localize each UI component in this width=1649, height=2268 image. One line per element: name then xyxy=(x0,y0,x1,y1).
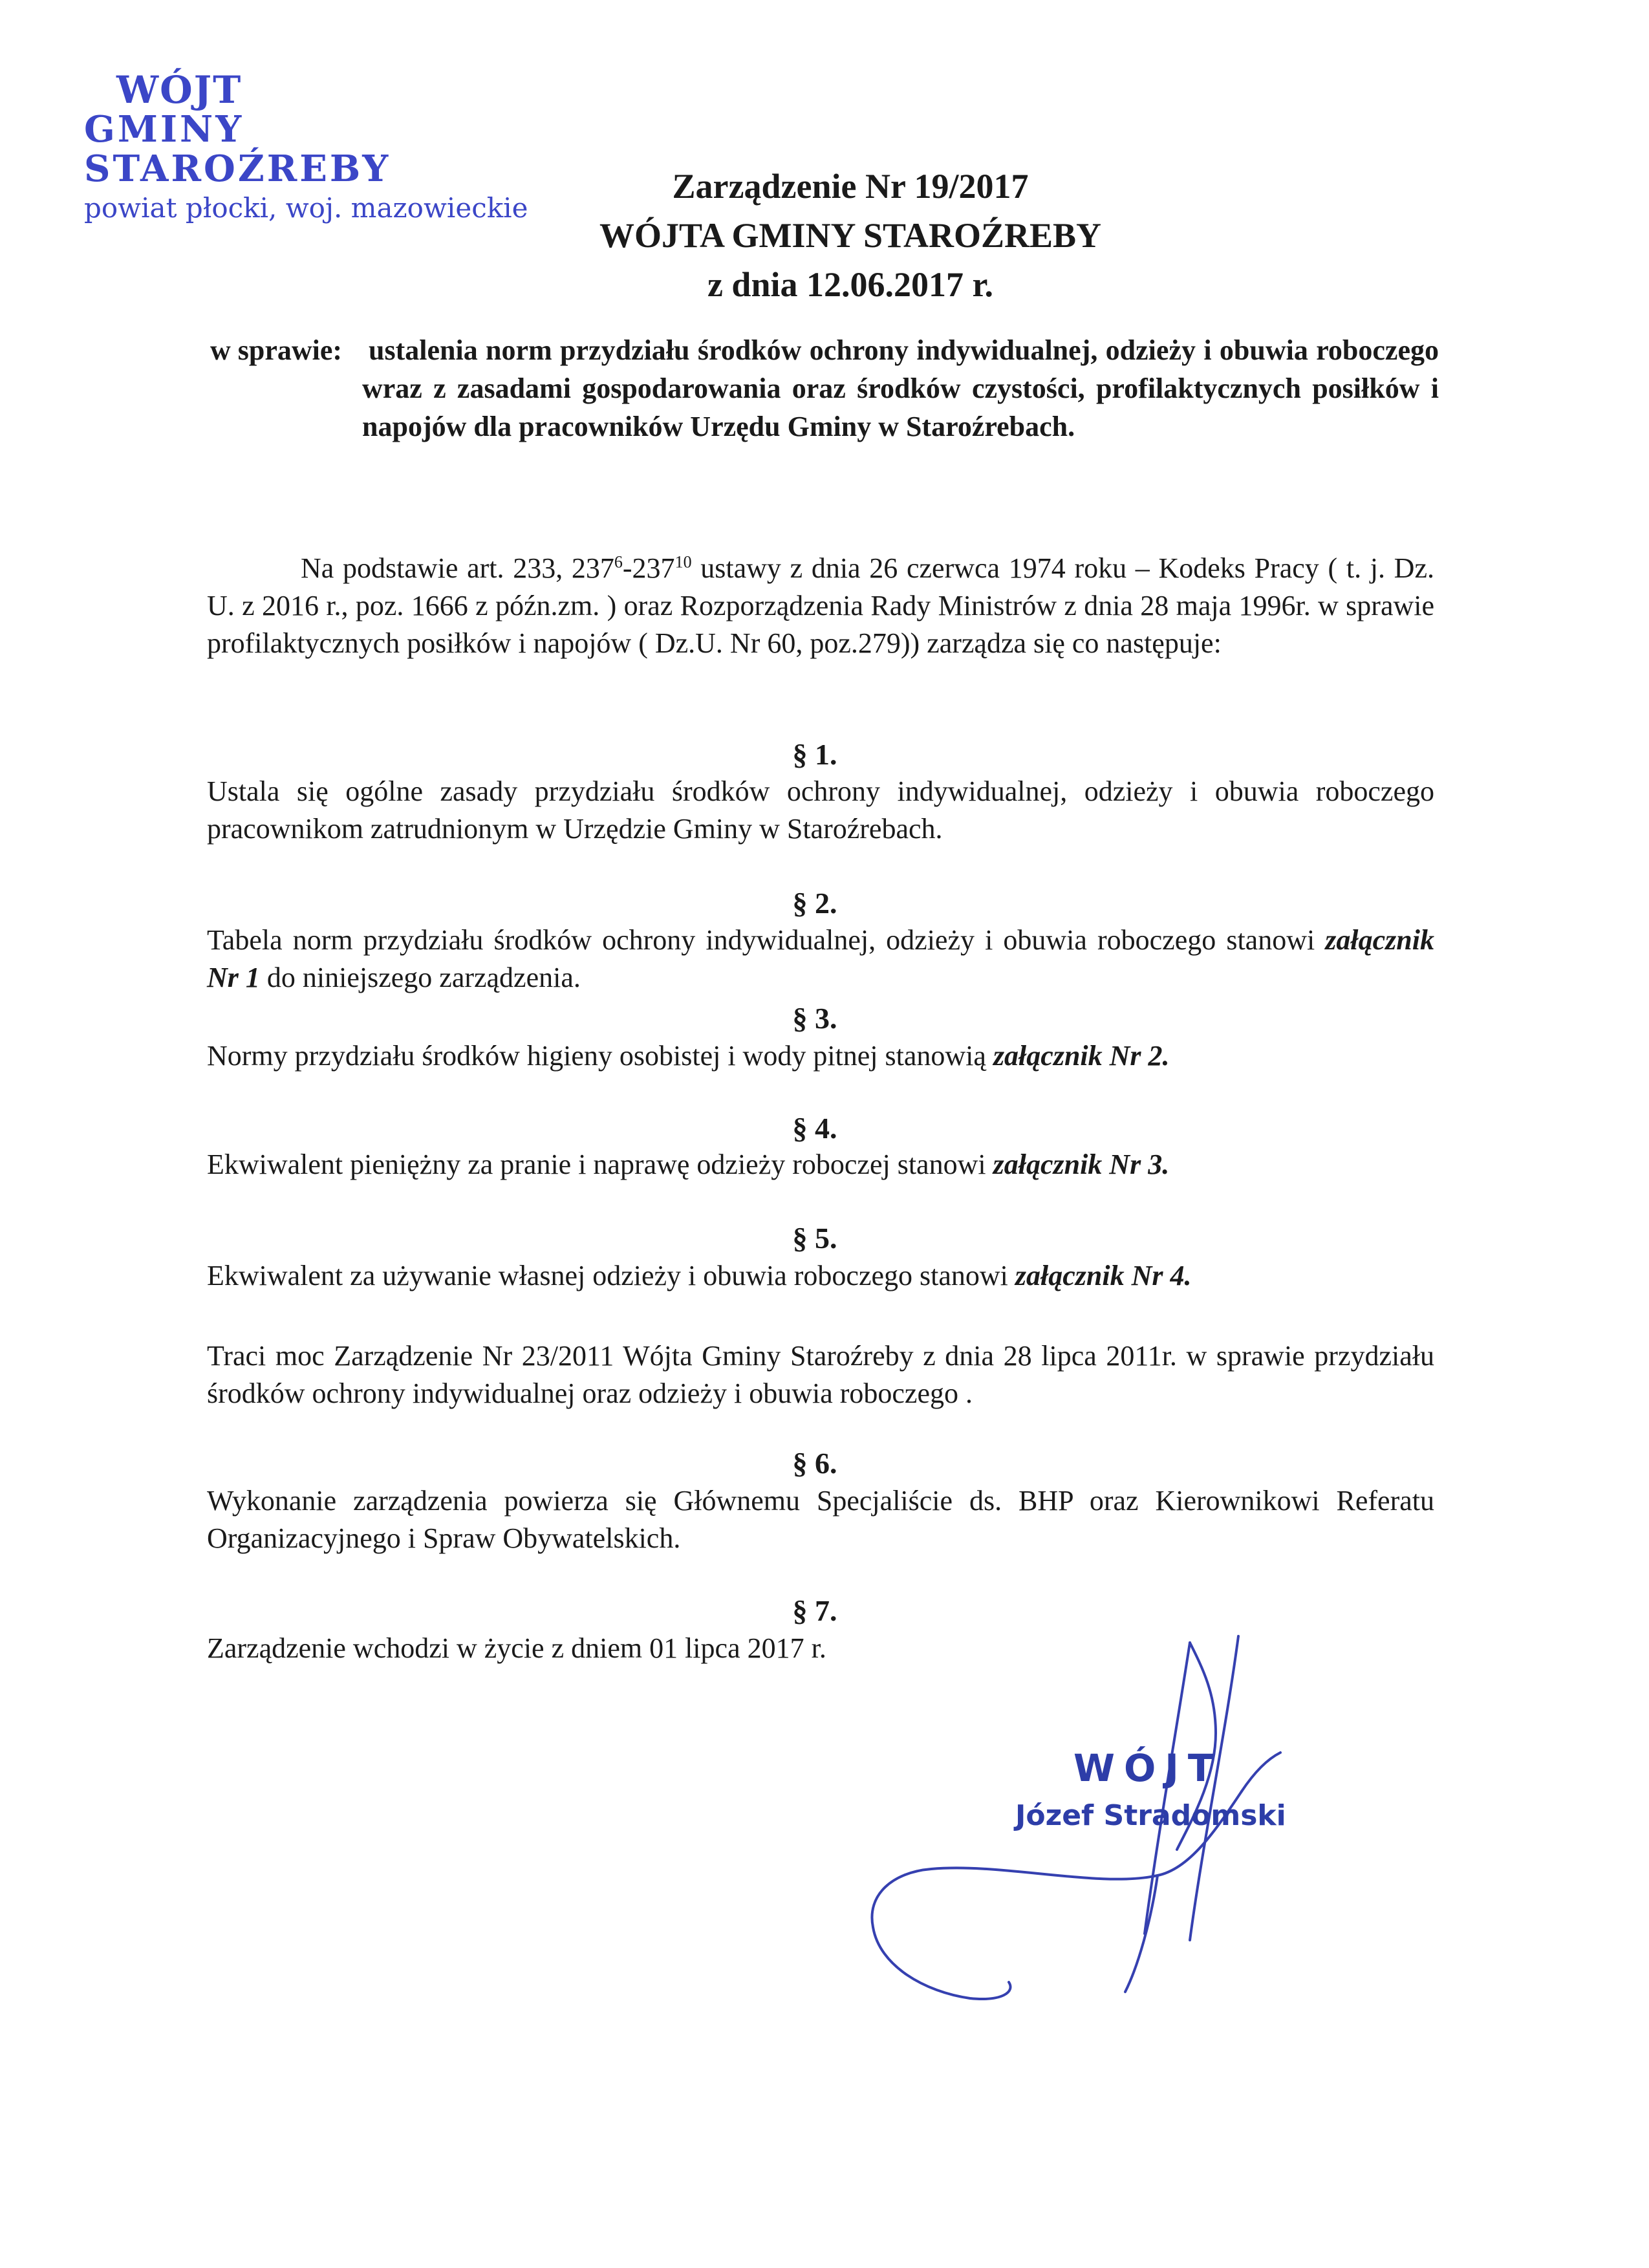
section-5-body: Ekwiwalent za używanie własnej odzieży i obuwia roboczego stanowi xyxy=(207,1260,1015,1291)
title-line-1: Zarządzenie Nr 19/2017 xyxy=(672,167,1029,206)
preamble-part-3: ustawy z dnia 26 czerwca 1974 roku – Kodeks Pracy ( t. j. Dz. U. z 2016 r., poz. 1666 z późn.zm. ) oraz Rozporządzenia Rady Ministrów z dnia 28 maja 1996r. w sprawie profilaktycznych posiłków i napojów ( Dz.U. Nr 60, poz.279)) zarządza się co następuje: xyxy=(207,552,1434,659)
attachment-3-ref: załącznik Nr 3. xyxy=(993,1149,1170,1180)
section-2-tail: do niniejszego zarządzenia. xyxy=(259,962,581,993)
document-subject xyxy=(210,331,1439,446)
section-3-label: § 3. xyxy=(792,1002,837,1035)
section-5-text xyxy=(207,1257,1434,1295)
section-4-body: Ekwiwalent pieniężny za pranie i naprawę odzieży roboczej stanowi xyxy=(207,1149,993,1180)
stamp-line-3: powiat płocki, woj. mazowieckie xyxy=(84,191,528,224)
section-2-label: § 2. xyxy=(792,887,837,920)
section-6-label: § 6. xyxy=(792,1447,837,1480)
preamble-sup-1: 6 xyxy=(614,552,623,572)
repeal-clause: Traci moc Zarządzenie Nr 23/2011 Wójta Gminy Staroźreby z dnia 28 lipca 2011r. w sprawie przydziału środków ochrony indywidualnej oraz odzieży i obuwia roboczego . xyxy=(207,1340,1434,1409)
preamble-part-2: -237 xyxy=(622,552,675,584)
preamble-part-1: Na podstawie art. 233, 237 xyxy=(301,552,614,584)
section-7-label: § 7. xyxy=(792,1594,837,1627)
section-2-text xyxy=(207,922,1434,997)
section-3-body: Normy przydziału środków higieny osobistej i wody pitnej stanowią xyxy=(207,1040,993,1072)
signature-name: Józef Stradomski xyxy=(1015,1799,1286,1832)
document-title xyxy=(479,162,1222,309)
section-2-body: Tabela norm przydziału środków ochrony indywidualnej, odzieży i obuwia roboczego stanowi xyxy=(207,924,1326,956)
title-line-2: WÓJTA GMINY STAROŹREBY xyxy=(599,216,1102,255)
subject-text: ustalenia norm przydziału środków ochrony indywidualnej, odzieży i obuwia roboczego wraz z zasadami gospodarowania oraz środków czystości, profilaktycznych posiłków i napojów dla pracowników Urzędu Gminy w Staroźrebach. xyxy=(362,334,1439,442)
section-3-text xyxy=(207,1037,1434,1075)
section-7-text: Zarządzenie wchodzi w życie z dniem 01 lipca 2017 r. xyxy=(207,1632,826,1664)
subject-lead: w sprawie: xyxy=(210,334,343,366)
handwritten-signature xyxy=(854,1630,1319,2082)
attachment-1-ref: załącznik Nr 1 xyxy=(207,924,1434,993)
section-5-label: § 5. xyxy=(792,1222,837,1255)
preamble xyxy=(207,550,1434,662)
attachment-4-ref: załącznik Nr 4. xyxy=(1015,1260,1192,1291)
section-4-label: § 4. xyxy=(792,1112,837,1145)
section-4-text xyxy=(207,1146,1434,1183)
stamp-line-2: GMINY STAROŹREBY xyxy=(84,107,391,191)
preamble-sup-2: 10 xyxy=(674,552,692,572)
section-1-text: Ustala się ogólne zasady przydziału środków ochrony indywidualnej, odzieży i obuwia roboczego pracownikom zatrudnionym w Urzędzie Gminy w Staroźrebach. xyxy=(207,775,1434,845)
attachment-2-ref: załącznik Nr 2. xyxy=(993,1040,1170,1072)
signature-stamp xyxy=(1015,1746,1339,1832)
signature-title: WÓJT xyxy=(1073,1746,1223,1790)
title-line-3: z dnia 12.06.2017 r. xyxy=(707,265,994,304)
stamp-line-1: WÓJT xyxy=(116,68,242,112)
office-stamp xyxy=(84,70,537,223)
section-1-label: § 1. xyxy=(792,738,837,771)
section-6-text: Wykonanie zarządzenia powierza się Głównemu Specjaliście ds. BHP oraz Kierownikowi Referatu Organizacyjnego i Spraw Obywatelskich. xyxy=(207,1485,1434,1554)
